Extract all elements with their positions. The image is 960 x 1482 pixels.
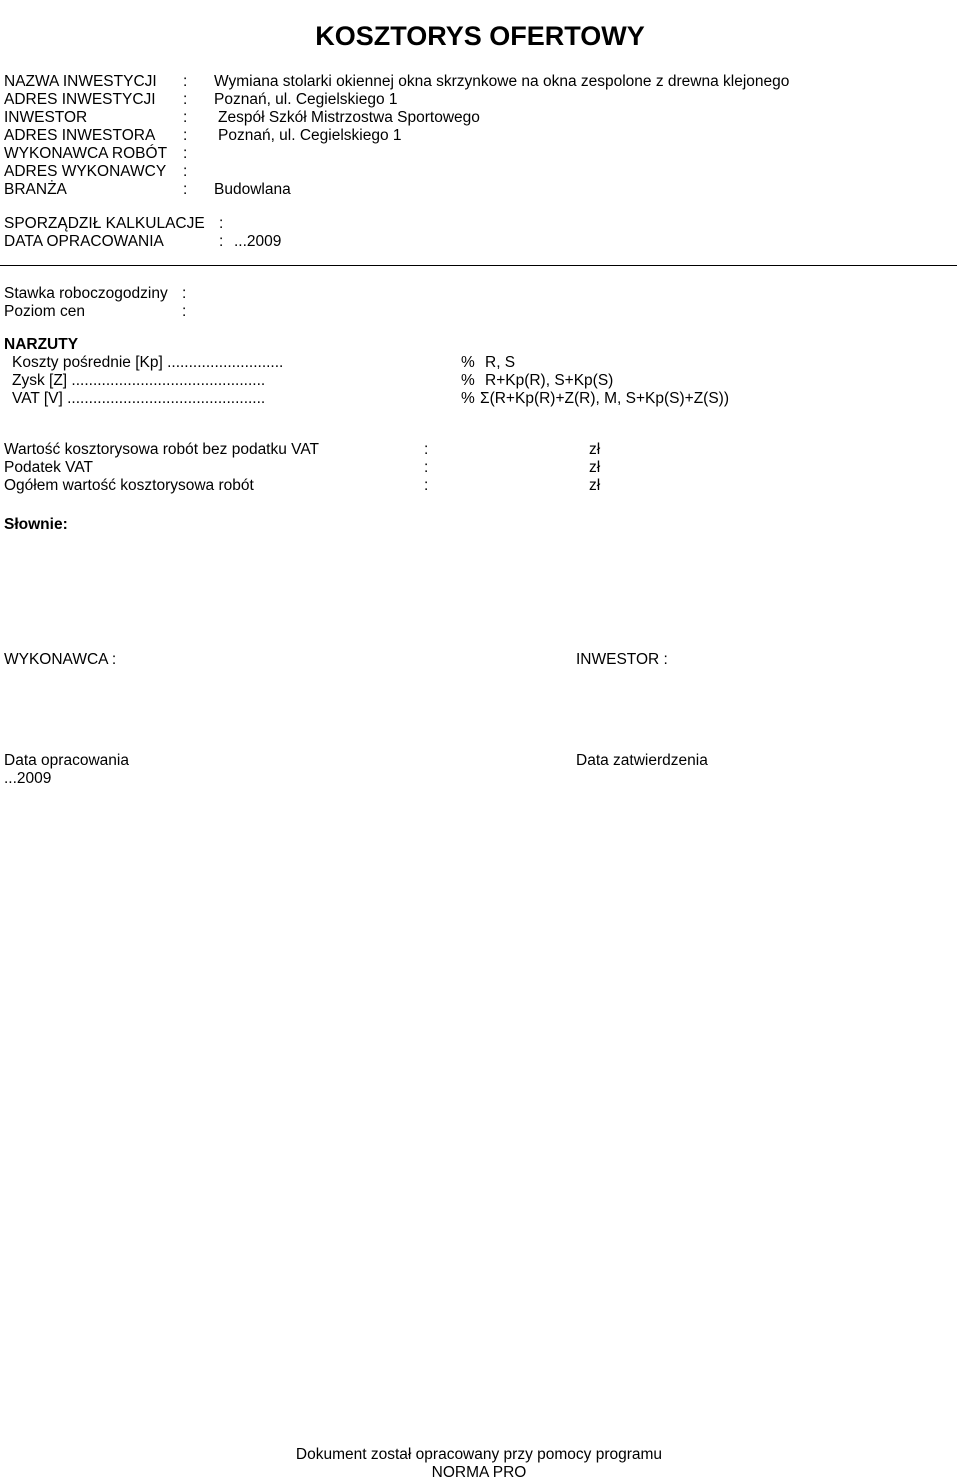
surcharge-basis: R+Kp(R), S+Kp(S) [485,372,614,389]
field-label-investment-name: NAZWA INWESTYCJI [4,73,157,90]
surcharge-label-indirect-costs: Koszty pośrednie [Kp] ........................... [12,354,284,371]
surcharge-label-vat: VAT [V] .............................................. [12,390,266,407]
field-label-investment-address: ADRES INWESTYCJI [4,91,156,108]
preparation-date-signature-value: ...2009 [4,770,52,787]
field-label-investor: INWESTOR [4,109,88,126]
surcharges-heading: NARZUTY [4,336,79,353]
field-value-investment-name: Wymiana stolarki okiennej okna skrzynkowe na okna zespolone z drewna klejonego [214,73,790,90]
field-label-contractor: WYKONAWCA ROBÓT [4,145,168,162]
field-colon: : [183,127,188,144]
investor-signature-label: INWESTOR : [576,651,668,668]
field-colon: : [182,303,187,320]
currency-unit: zł [589,459,601,476]
footer-line-2: NORMA PRO [431,1464,527,1481]
field-label-branch: BRANŻA [4,181,67,198]
field-colon: : [182,285,187,302]
document-title: KOSZTORYS OFERTOWY [315,21,645,51]
surcharge-percent: % [461,390,475,407]
approval-date-label: Data zatwierdzenia [576,752,708,769]
field-colon: : [183,145,188,162]
value-label-total: Ogółem wartość kosztorysowa robót [4,477,254,494]
currency-unit: zł [589,477,601,494]
contractor-signature-label: WYKONAWCA : [4,651,117,668]
surcharge-percent: % [461,372,475,389]
field-colon: : [424,477,429,494]
surcharge-label-profit: Zysk [Z] ............................................. [12,372,266,389]
field-colon: : [183,163,188,180]
field-colon: : [219,215,224,232]
footer-line-1: Dokument został opracowany przy pomocy programu [295,1446,663,1463]
surcharge-basis: Σ(R+Kp(R)+Z(R), M, S+Kp(S)+Z(S)) [480,390,729,407]
value-label-net: Wartość kosztorysowa robót bez podatku VAT [4,441,320,458]
section-divider [0,265,957,266]
surcharge-basis: R, S [485,354,516,371]
field-value-investor-address: Poznań, ul. Cegielskiego 1 [218,127,402,144]
field-value-branch: Budowlana [214,181,291,198]
field-colon: : [183,109,188,126]
hourly-rate-label: Stawka roboczogodziny [4,285,168,302]
field-colon: : [183,73,188,90]
preparation-date-label: DATA OPRACOWANIA [4,233,164,250]
field-colon: : [424,441,429,458]
value-label-vat: Podatek VAT [4,459,94,476]
field-colon: : [219,233,224,250]
surcharge-percent: % [461,354,475,371]
field-label-investor-address: ADRES INWESTORA [4,127,156,144]
field-value-investor: Zespół Szkół Mistrzostwa Sportowego [218,109,480,126]
preparation-date-signature-label: Data opracowania [4,752,129,769]
field-colon: : [424,459,429,476]
field-label-contractor-address: ADRES WYKONAWCY [4,163,167,180]
price-level-label: Poziom cen [4,303,85,320]
field-colon: : [183,181,188,198]
prepared-by-label: SPORZĄDZIŁ KALKULACJE [4,215,205,232]
field-value-investment-address: Poznań, ul. Cegielskiego 1 [214,91,398,108]
field-colon: : [183,91,188,108]
in-words-label: Słownie: [4,516,68,533]
preparation-date-value: ...2009 [234,233,282,250]
currency-unit: zł [589,441,601,458]
